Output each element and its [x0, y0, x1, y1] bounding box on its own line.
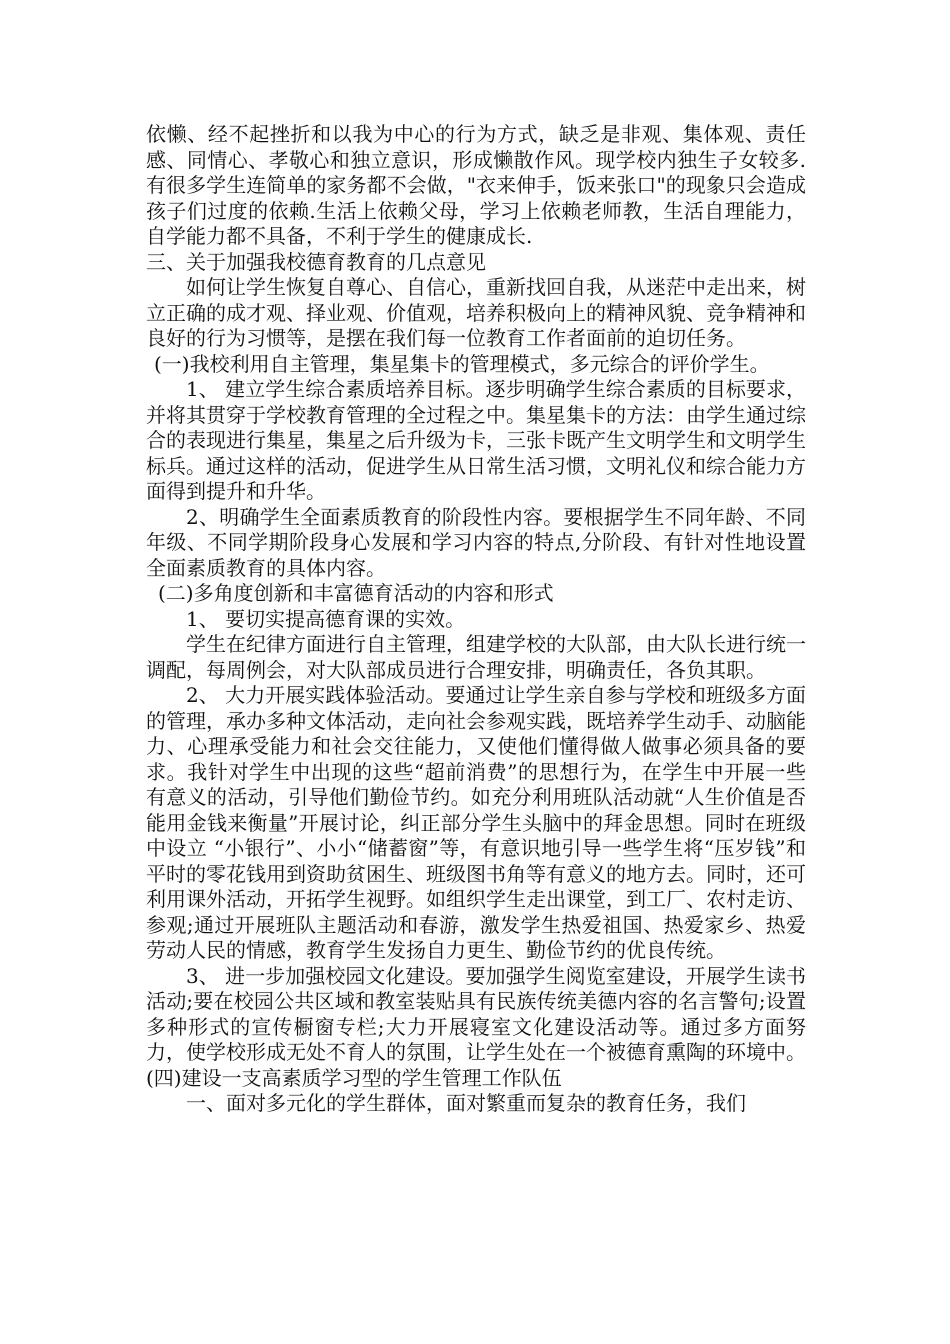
paragraph-continued: 依懒、经不起挫折和以我为中心的行为方式，缺乏是非观、集体观、责任感、同情心、孝敬心和独立意识，形成懒散作风。现学校内独生子女较多.有很多学生连简单的家务都不会做，"衣来伸手，饭来张口"的现象只会造成孩子们过度的依赖.生活上依赖父母，学习上依赖老师教，生活自理能力，自学能力都不具备，不利于学生的健康成长. [146, 122, 806, 248]
item-paragraph-1: 1、 建立学生综合素质培养目标。逐步明确学生综合素质的目标要求，并将其贯穿于学校教育管理的全过程之中。集星集卡的方法：由学生通过综合的表现进行集星，集星之后升级为卡，三张卡既产生文明学生和文明学生标兵。通过这样的活动，促进学生从日常生活习惯，文明礼仪和综合能力方面得到提升和升华。 [146, 377, 806, 503]
subsection-heading-2: (二)多角度创新和丰富德育活动的内容和形式 [158, 581, 554, 605]
paragraph-discipline: 学生在纪律方面进行自主管理，组建学校的大队部，由大队长进行统一调配，每周例会，对大队部成员进行合理安排，明确责任，各负其职。 [146, 632, 806, 682]
item-paragraph-culture: 3、 进一步加强校园文化建设。要加强学生阅览室建设，开展学生读书活动;要在校园公共区域和教室装贴具有民族传统美德内容的名言警句;设置多种形式的宣传橱窗专栏;大力开展寝室文化建设活动等。通过多方面努力，使学校形成无处不育人的氛围，让学生处在一个被德育熏陶的环境中。 [146, 963, 806, 1064]
item-paragraph-practice: 2、 大力开展实践体验活动。要通过让学生亲自参与学校和班级多方面的管理，承办多种文体活动，走向社会参观实践，既培养学生动手、动脑能力、心理承受能力和社会交往能力，又使他们懂得做人做事必须具备的要求。我针对学生中出现的这些“超前消费”的思想行为，在学生中开展一些有意义的活动，引导他们勤俭节约。如充分利用班队活动就“人生价值是否能用金钱来衡量”开展讨论，纠正部分学生头脑中的拜金思想。同时在班级中设立 “小银行”、小小“储蓄窗”等，有意识地引导一些学生将“压岁钱”和平时的零花钱用到资助贫困生、班级图书角等有意义的地方去。同时，还可利用课外活动，开拓学生视野。如组织学生走出课堂，到工厂、农村走访、参观;通过开展班队主题活动和春游，激发学生热爱祖国、热爱家乡、热爱劳动人民的情感，教育学生发扬自力更生、勤俭节约的优良传统。 [146, 683, 806, 962]
paragraph-final: 一、面对多元化的学生群体，面对繁重而复杂的教育任务，我们 [186, 1091, 746, 1115]
section-heading-3: 三、关于加强我校德育教育的几点意见 [146, 249, 486, 274]
paragraph-intro: 如何让学生恢复自尊心、自信心，重新找回自我，从迷茫中走出来，树立正确的成才观、择业观、价值观，培养积极向上的精神风貌、竞争精神和良好的行为习惯等，是摆在我们每一位教育工作者面前的迫切任务。 [146, 275, 806, 350]
item-heading-1: 1、 要切实提高德育课的实效。 [186, 606, 466, 631]
item-paragraph-2: 2、明确学生全面素质教育的阶段性内容。要根据学生不同年龄、不同年级、不同学期阶段身心发展和学习内容的特点,分阶段、有针对性地设置全面素质教育的具体内容。 [146, 504, 806, 580]
subsection-heading-1: (一)我校利用自主管理，集星集卡的管理模式，多元综合的评价学生。 [154, 351, 770, 376]
document-body [146, 122, 806, 1117]
subsection-heading-4: (四)建设一支高素质学习型的学生管理工作队伍 [146, 1065, 562, 1090]
